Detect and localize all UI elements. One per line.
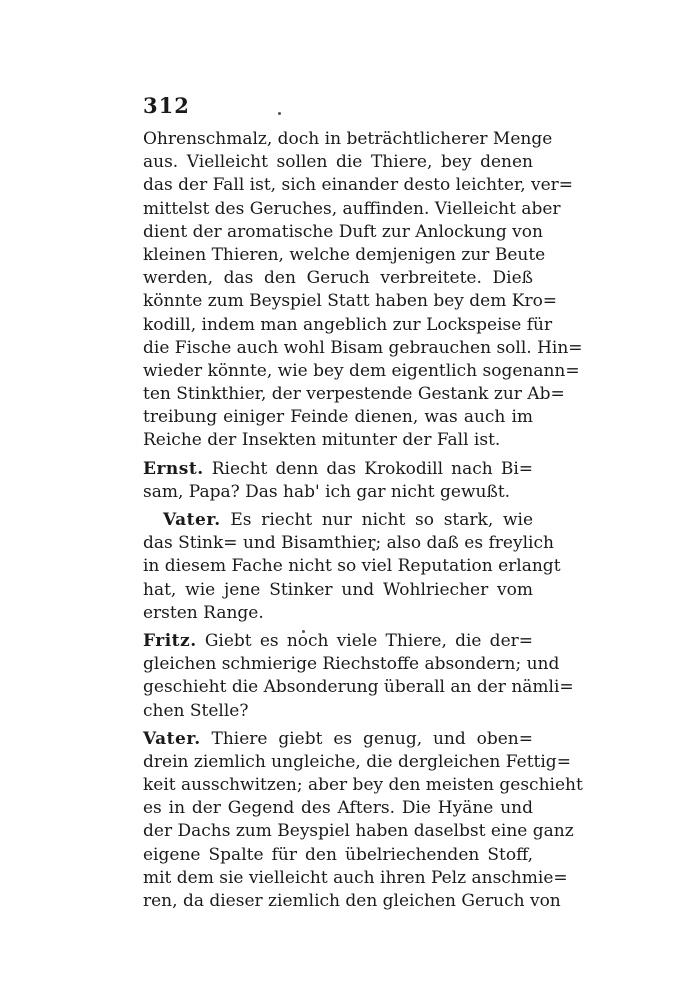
text-line: ersten Range.	[143, 602, 264, 623]
text-line: dient der aromatische Duft zur Anlockung von	[143, 221, 543, 242]
text-line: Fritz. Giebt es noch viele Thiere, die der=	[143, 630, 533, 651]
print-speck	[278, 112, 281, 115]
text-line: es in der Gegend des Afters. Die Hyäne und	[143, 798, 533, 819]
text-line: ren, da dieser ziemlich den gleichen Geruch von	[143, 891, 561, 911]
text-line: eigene Spalte für den übelriechenden Stoff,	[143, 844, 533, 865]
text-line: kleinen Thieren, welche demjenigen zur Beute	[143, 244, 546, 265]
speaker-label: Fritz.	[143, 630, 197, 651]
text-line: mittelst des Geruches, auffinden. Vielleicht aber	[143, 198, 561, 219]
page-number: 312	[143, 93, 190, 118]
text-line: ten Stinkthier, der verpestende Gestank zur Ab=	[143, 384, 565, 405]
text-line: Ohrenschmalz, doch in beträchtlicherer Menge	[143, 129, 553, 149]
text-line: die Fische auch wohl Bisam gebrauchen soll. Hin=	[143, 337, 583, 358]
text-line: drein ziemlich ungleiche, die dergleichen Fettig=	[143, 751, 571, 772]
text-line: Reiche der Insekten mitunter der Fall ist.	[143, 430, 501, 451]
paragraph	[143, 128, 583, 453]
dialogue-paragraph	[143, 509, 561, 625]
dialogue-paragraph	[143, 630, 574, 723]
text-line: treibung einiger Feinde dienen, was auch im	[143, 407, 533, 428]
speaker-label: Vater.	[163, 510, 221, 530]
text-line: das der Fall ist, sich einander desto leichter, ver=	[143, 175, 574, 196]
body-text	[143, 128, 583, 913]
speaker-label: Ernst.	[143, 458, 204, 479]
text-line: in diesem Fache nicht so viel Reputation erlangt	[143, 556, 561, 577]
text-line: wieder könnte, wie bey dem eigentlich sogenann=	[143, 360, 580, 381]
text-line: keit ausschwitzen; aber bey den meisten geschieht	[143, 775, 583, 796]
speaker-label: Vater.	[143, 728, 201, 749]
text-line: das Stink= und Bisamthier; also daß es freylich	[143, 533, 554, 554]
text-line: mit dem sie vielleicht auch ihren Pelz anschmie=	[143, 867, 568, 888]
text-line: aus. Vielleicht sollen die Thiere, bey denen	[143, 152, 533, 173]
text-line: kodill, indem man angeblich zur Lockspeise für	[143, 314, 553, 335]
text-line: der Dachs zum Beyspiel haben daselbst eine ganz	[143, 821, 574, 842]
text-line: könnte zum Beyspiel Statt haben bey dem Kro=	[143, 291, 558, 312]
dialogue-paragraph	[143, 728, 583, 914]
text-line: geschieht die Absonderung überall an der nämli=	[143, 677, 574, 698]
text-line: sam, Papa? Das hab' ich gar nicht gewußt.	[143, 481, 511, 502]
text-line: Vater. Es riecht nur nicht so stark, wie	[163, 510, 533, 530]
text-line: Vater. Thiere giebt es genug, und oben=	[143, 728, 533, 749]
text-line: gleichen schmierige Riechstoffe absondern; und	[143, 654, 560, 675]
text-line: hat, wie jene Stinker und Wohlriecher vom	[143, 579, 533, 600]
text-line: werden, das den Geruch verbreitete. Dieß	[143, 268, 533, 289]
text-line: Ernst. Riecht denn das Krokodill nach Bi=	[143, 458, 534, 479]
text-line: chen Stelle?	[143, 700, 249, 721]
dialogue-paragraph	[143, 458, 533, 504]
